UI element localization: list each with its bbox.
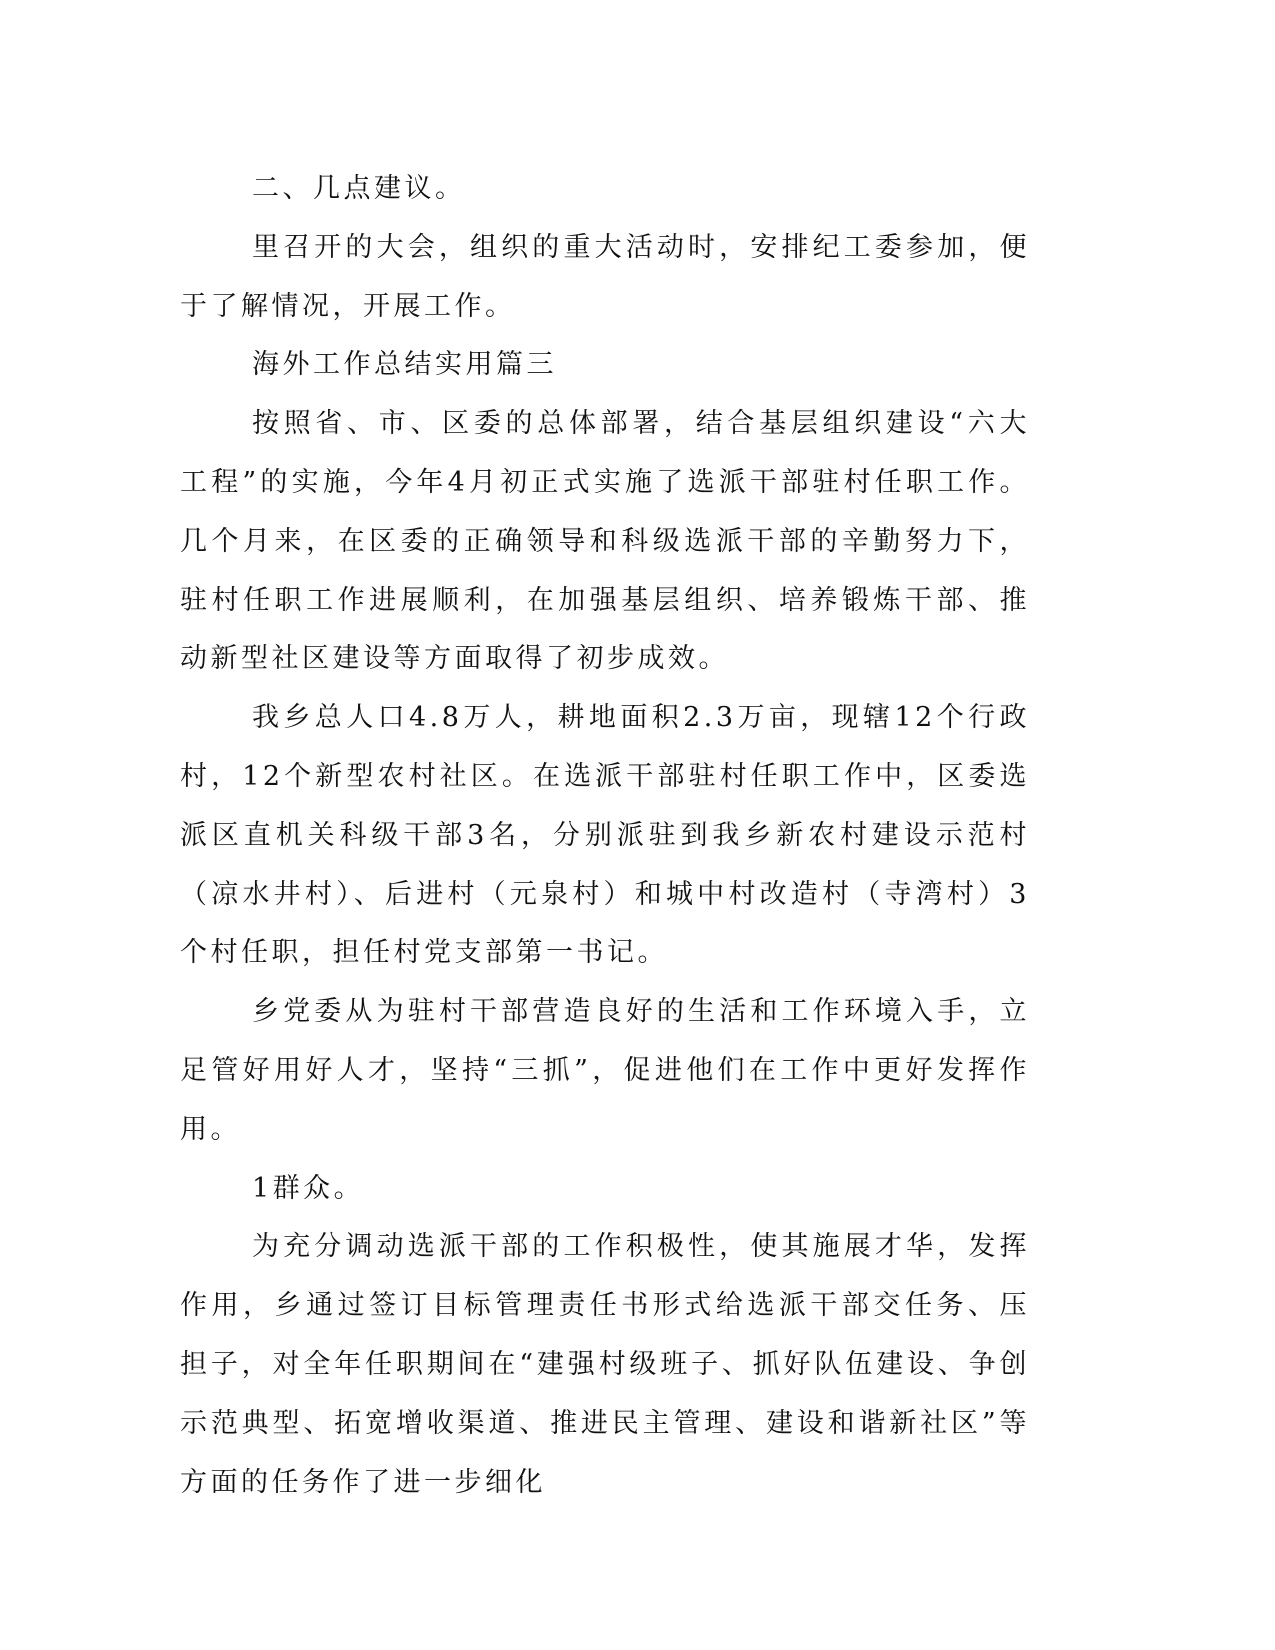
- paragraph: 里召开的大会，组织的重大活动时，安排纪工委参加，便于了解情况，开展工作。: [180, 231, 1030, 322]
- paragraph: 乡党委从为驻村干部营造良好的生活和工作环境入手，立足管好用好人才，坚持“三抓”，促进他们在工作中更好发挥作用。: [180, 996, 1030, 1145]
- paragraph: 1群众。: [252, 1172, 365, 1204]
- paragraph: 为充分调动选派干部的工作积极性，使其施展才华，发挥作用，乡通过签订目标管理责任书形式给选派干部交任务、压担子，对全年任职期间在“建强村级班子、抓好队伍建设、争创示范典型、拓宽增收渠道、推进民主管理、建设和谐新社区”等方面的任务作了进一步细化: [180, 1231, 1030, 1498]
- paragraph: 按照省、市、区委的总体部署，结合基层组织建设“六大工程”的实施，今年4月初正式实施了选派干部驻村任职工作。几个月来，在区委的正确领导和科级选派干部的辛勤努力下，驻村任职工作进展顺利，在加强基层组织、培养锻炼干部、推动新型社区建设等方面取得了初步成效。: [180, 408, 1030, 675]
- paragraph: 我乡总人口4.8万人，耕地面积2.3万亩，现辖12个行政村，12个新型农村社区。在选派干部驻村任职工作中，区委选派区直机关科级干部3名，分别派驻到我乡新农村建设示范村（凉水井村）、后进村（元泉村）和城中村改造村（寺湾村）3个村任职，担任村党支部第一书记。: [180, 702, 1030, 969]
- document-body: [180, 160, 1030, 1512]
- article-title: 海外工作总结实用篇三: [252, 349, 557, 381]
- section-heading: 二、几点建议。: [252, 173, 466, 204]
